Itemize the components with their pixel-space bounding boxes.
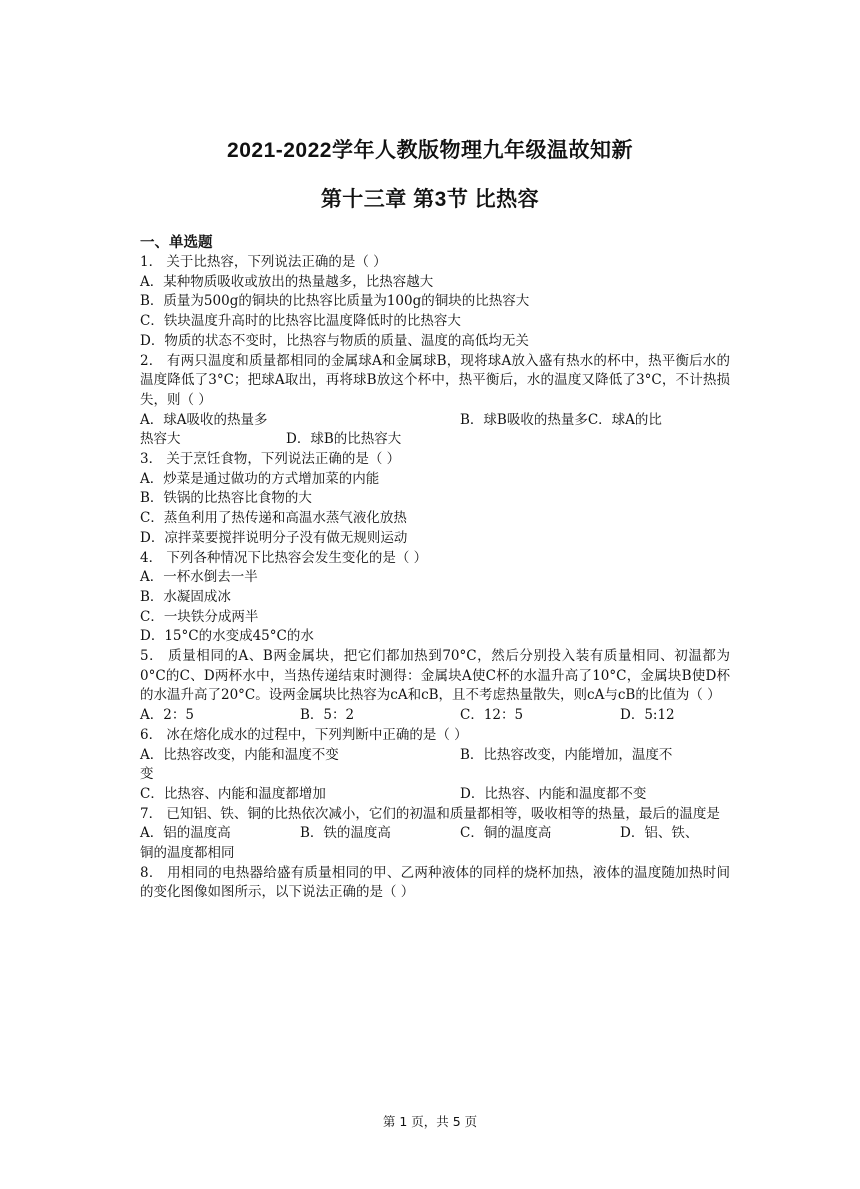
question-7-stem: 7． 已知铝、铁、铜的比热依次减小，它们的初温和质量都相等，吸收相等的热量，最后的温度是 [140, 805, 720, 822]
question-7-option-d: D．铝、铁、 [620, 825, 699, 842]
question-1-option-b: B．质量为500g的铜块的比热容比质量为100g的铜块的比热容大 [140, 293, 530, 310]
question-5-options [140, 706, 730, 726]
question-2-options-row-1 [140, 411, 730, 431]
question-6-option-a: A．比热容改变，内能和温度不变 [140, 746, 339, 763]
question-4-option-a: A．一杯水倒去一半 [140, 569, 258, 586]
question-5-option-a: A．2：5 [140, 707, 194, 724]
question-3-option-c: C．蒸鱼利用了热传递和高温水蒸气液化放热 [140, 510, 407, 527]
document-title: 2021-2022学年人教版物理九年级温故知新 [227, 139, 633, 162]
question-1-option-d: D．物质的状态不变时，比热容与物质的质量、温度的高低均无关 [140, 332, 529, 349]
question-7-option-d-cont: 铜的温度都相同 [140, 845, 235, 861]
question-2-option-a: A．球A吸收的热量多 [140, 411, 268, 428]
question-6-option-c: C．比热容、内能和温度都增加 [140, 785, 326, 802]
question-3-option-d: D．凉拌菜要搅拌说明分子没有做无规则运动 [140, 529, 408, 546]
question-2-options-row-2 [140, 430, 730, 450]
question-3-stem: 3． 关于烹饪食物，下列说法正确的是（ ） [140, 451, 401, 467]
question-6-option-d: D．比热容、内能和温度都不变 [460, 785, 647, 802]
question-2-stem: 2． 有两只温度和质量都相同的金属球A和金属球B，现将球A放入盛有热水的杯中，热平衡后水的温度降低了3°C；把球A取出，再将球B放这个杯中，热平衡后，水的温度又降低了3°C，不计热损失，则（ ） [140, 352, 730, 408]
question-2-option-b-c: B．球B吸收的热量多C．球A的比 [460, 411, 662, 428]
question-5-option-d: D．5:12 [620, 707, 675, 724]
question-6-stem: 6． 冰在熔化成水的过程中，下列判断中正确的是（ ） [140, 726, 468, 743]
question-4-option-c: C．一块铁分成两半 [140, 608, 259, 625]
question-2-option-c-cont: 热容大 [140, 431, 181, 448]
page-footer: 第 1 页，共 5 页 [382, 1114, 478, 1129]
question-7-option-a: A．铝的温度高 [140, 825, 231, 842]
question-5-stem: 5． 质量相同的A、B两金属块，把它们都加热到70°C，然后分别投入装有质量相同、初温都为0°C的C、D两杯水中，当热传递结束时测得：金属块A使C杯的水温升高了10°C，金属块B使D杯的水温升高了20°C。设两金属块比热容为cA和cB，且不考虑热量散失，则cA与cB的比值为（ ） [140, 648, 730, 704]
question-1-stem: 1． 关于比热容，下列说法正确的是（ ） [140, 254, 387, 270]
section-heading: 一、单选题 [140, 235, 213, 251]
question-2-option-d: D．球B的比热容大 [286, 431, 402, 448]
question-4-stem: 4． 下列各种情况下比热容会发生变化的是（ ） [140, 549, 428, 566]
question-6-option-b-cont: 变 [140, 766, 154, 783]
question-8-stem: 8． 用相同的电热器给盛有质量相同的甲、乙两种液体的同样的烧杯加热，液体的温度随加热时间的变化图像如图所示，以下说法正确的是（ ） [140, 864, 730, 901]
question-4-option-d: D．15°C的水变成45°C的水 [140, 628, 314, 645]
question-7-option-b: B．铁的温度高 [300, 825, 391, 842]
question-1-option-a: A．某种物质吸收或放出的热量越多，比热容越大 [140, 273, 434, 290]
question-6-option-b: B．比热容改变，内能增加，温度不 [460, 746, 673, 763]
question-7-option-c: C．铜的温度高 [460, 825, 552, 842]
question-6-options-row-2 [140, 785, 730, 805]
chapter-title: 第十三章 第3节 比热容 [320, 188, 540, 211]
question-content [140, 233, 730, 903]
question-3-option-b: B．铁锅的比热容比食物的大 [140, 490, 312, 507]
question-1-option-c: C．铁块温度升高时的比热容比温度降低时的比热容大 [140, 313, 461, 330]
question-3-option-a: A．炒菜是通过做功的方式增加菜的内能 [140, 470, 380, 487]
question-5-option-b: B．5：2 [300, 707, 355, 724]
question-6-options-row-1 [140, 746, 730, 766]
question-4-option-b: B．水凝固成冰 [140, 588, 231, 605]
question-5-option-c: C．12：5 [460, 707, 524, 724]
question-7-options [140, 824, 730, 844]
